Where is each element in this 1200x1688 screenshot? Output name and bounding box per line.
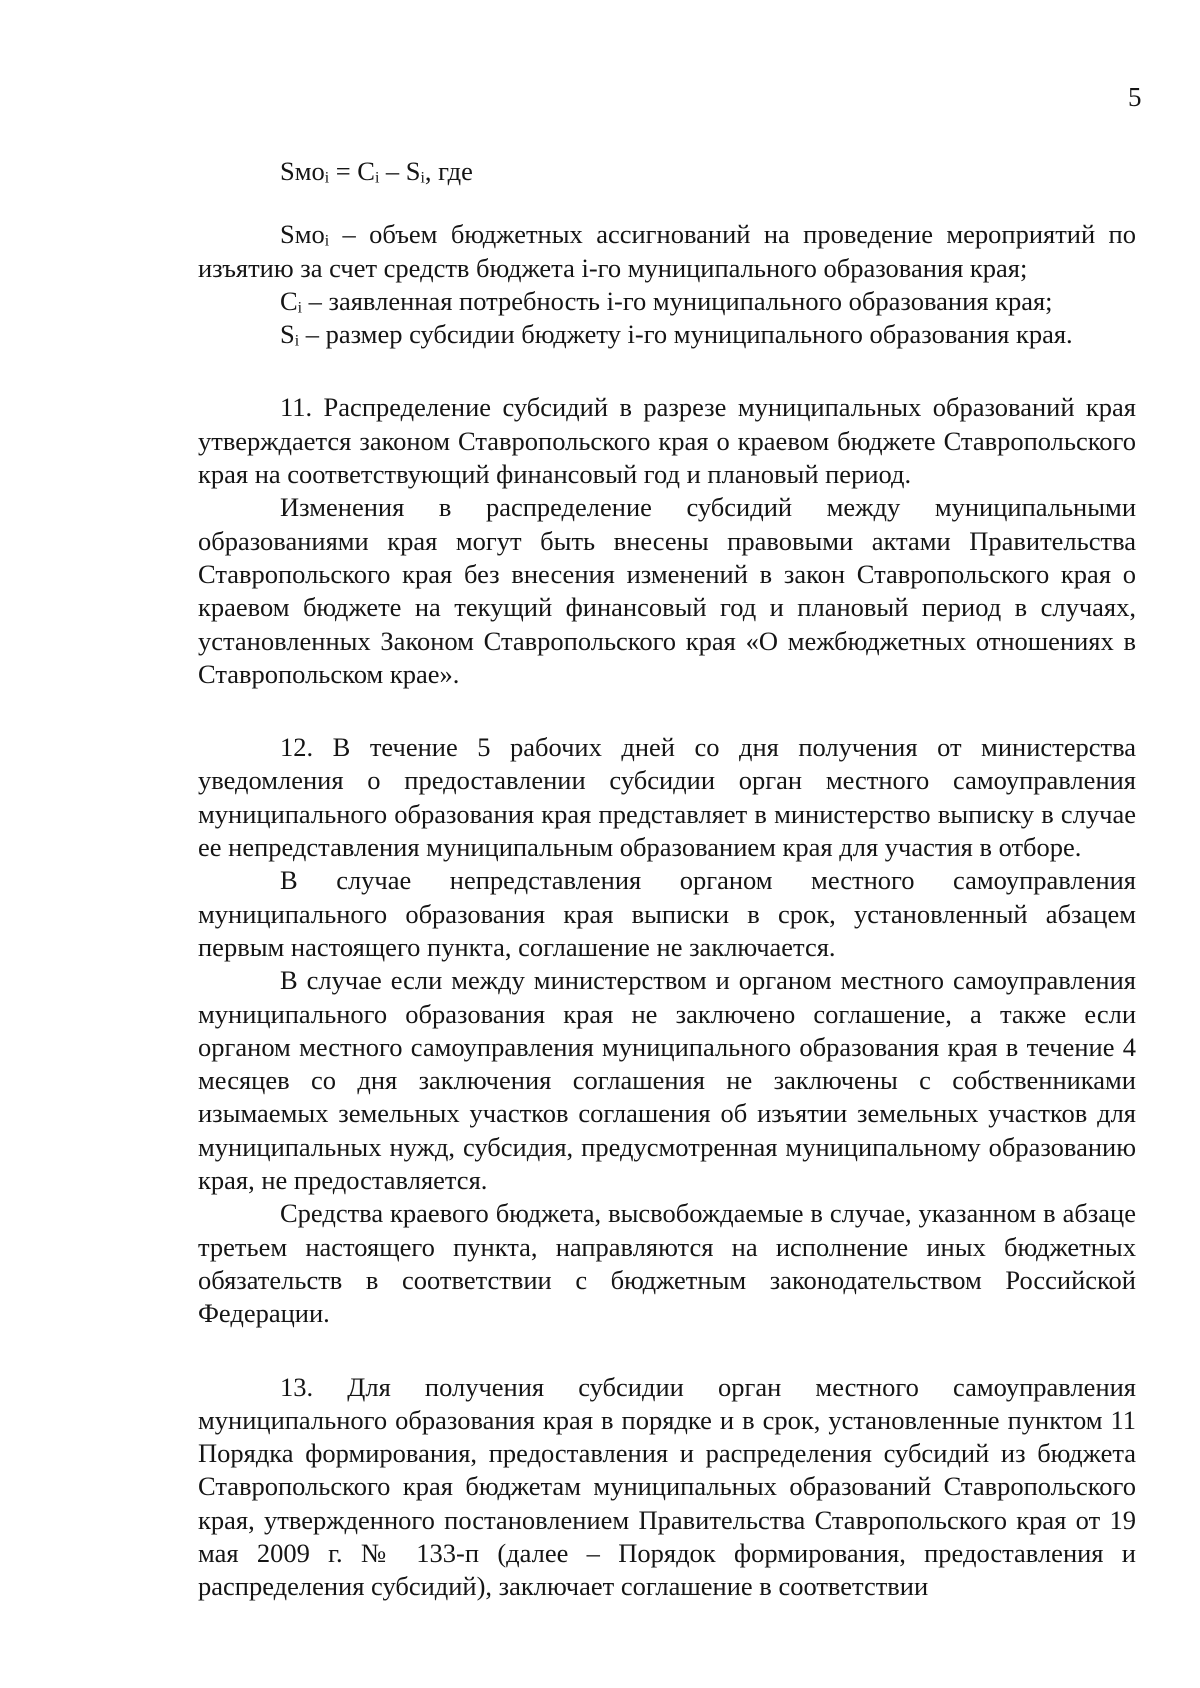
paragraph-13-1: 13. Для получения субсидии орган местного самоуправления муниципального образования края в порядке и в срок, установленные пунктом 11 Порядка формирования, предоставления и распределения субсидий из бюджета Ставропольского края бюджетам муниципальных образований Ставропольского края, утвержденного постановлением Правительства Ставропольского края от 19 мая 2009 г. № 133-п (далее – Порядок формирования, предоставления и распределения субсидий), заключает соглашение в соответствии	[198, 1371, 1136, 1602]
formula: Sмoᵢ = Cᵢ – Sᵢ, где	[280, 156, 473, 186]
paragraph-11-1: 11. Распределение субсидий в разрезе муниципальных образований края утверждается законом Ставропольского края о краевом бюджете Ставропольского края на соответствующий финансовый год и плановый период.	[198, 392, 1136, 490]
page-number: 5	[1128, 82, 1142, 112]
section-11	[198, 391, 1136, 691]
formula-definitions	[198, 218, 1136, 351]
section-12	[198, 731, 1136, 1330]
paragraph-12-4: Средства краевого бюджета, высвобождаемые в случае, указанном в абзаце третьем настоящего пункта, направляются на исполнение иных бюджетных обязательств в соответствии с бюджетным законодательством Российской Федерации.	[198, 1198, 1136, 1329]
document-body	[198, 155, 1136, 1604]
definition-c: Cᵢ – заявленная потребность i-го муниципального образования края;	[280, 285, 1053, 316]
paragraph-12-1: 12. В течение 5 рабочих дней со дня получения от министерства уведомления о предоставлении субсидии орган местного самоуправления муниципального образования края представляет в министерство выписку в случае ее непредставления муниципальным образованием края для участия в отборе.	[198, 732, 1136, 863]
definition-s: Sᵢ – размер субсидии бюджету i-го муниципального образования края.	[280, 319, 1073, 350]
paragraph-12-2: В случае непредставления органом местного самоуправления муниципального образования края выписки в срок, установленный абзацем первым настоящего пункта, соглашение не заключается.	[198, 865, 1136, 962]
paragraph-12-3: В случае если между министерством и органом местного самоуправления муниципального образования края не заключено соглашение, а также если органом местного самоуправления муниципального образования края в течение 4 месяцев со дня заключения соглашения не заключены с собственниками изымаемых земельных участков соглашения об изъятии земельных участков для муниципальных нужд, субсидия, предусмотренная муниципальному образованию края, не предоставляется.	[198, 965, 1136, 1196]
paragraph-11-2: Изменения в распределение субсидий между муниципальными образованиями края могут быть внесены правовыми актами Правительства Ставропольского края без внесения изменений в закон Ставропольского края о краевом бюджете на текущий финансовый год и плановый период в случаях, установленных Законом Ставропольского края «О межбюджетных отношениях в Ставропольском крае».	[198, 492, 1136, 689]
section-13	[198, 1371, 1136, 1604]
definition-smo: Sмoᵢ – объем бюджетных ассигнований на проведение мероприятий по изъятию за счет средств бюджета i-го муниципального образования края;	[198, 219, 1136, 283]
